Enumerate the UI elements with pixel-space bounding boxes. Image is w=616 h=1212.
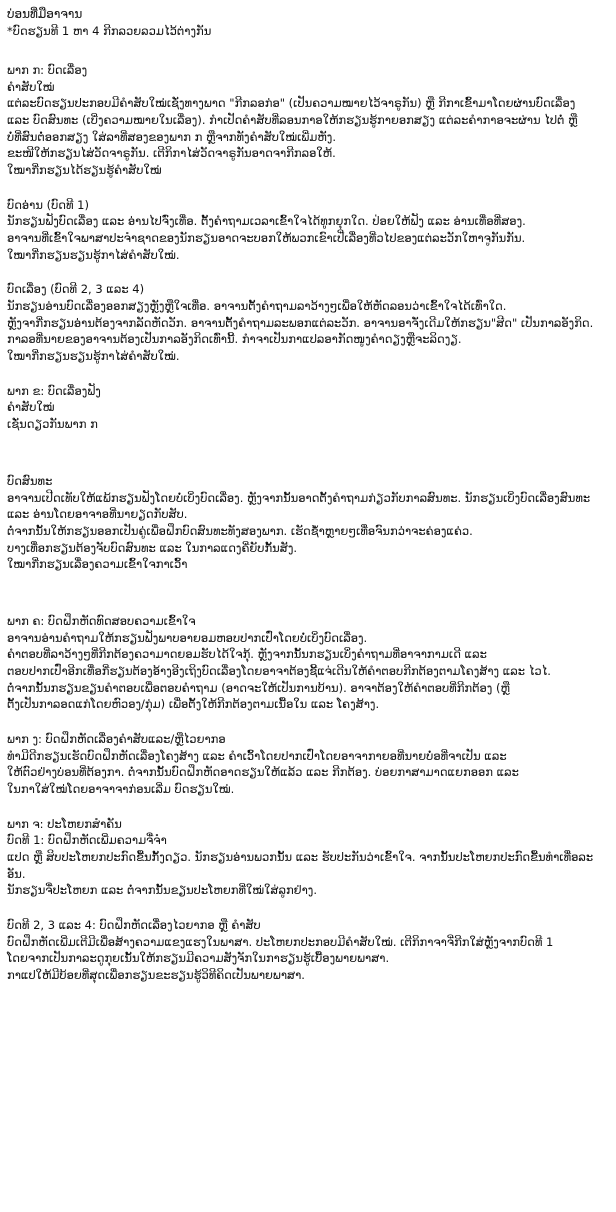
paragraph-line: ໃໝາກີ່ກຮຽນໄດ້ຮຽນຮູ້ຄຳສັບໃໝ່	[7, 163, 162, 178]
paragraph-line: ແປດ ຫຼື ສິບປະໂຫຍກປະກົດຂື້ນກັ້ງດຽວ. ນັກຮຽນອ່ານພວກນັ້ນ ແລະ ຮັບປະກັນວ່າເຂົ້າໃຈ. ຈາກນັ້ນປະໂຫຍກປະກົດຂື້ນທຳເທື່ອລະອັນ.	[7, 849, 594, 881]
page-title: ບ່ອນທີ່ມືອາຈານ	[7, 7, 83, 21]
section-part-d	[7, 731, 608, 798]
section-subheading: ຄຳສັບໃໝ່	[7, 79, 55, 94]
paragraph-line: ຕໍ່ຈາກນັ້ນກຮຽນຂຽນຄຳຕອບເພື່ອຕອບຄຳຖາມ (ອາດຈະໃຫ້ເປັນການບ້ານ). ອາຈາຕ້ອງໃຫ້ຄຳຕອບທີ່ກີກຕ້ອງ (ຫຼື	[7, 680, 510, 695]
section-heading: ພາກ ກ: ບົດເລື່ອງ	[7, 63, 88, 78]
section-part-a	[7, 62, 608, 179]
paragraph-line: ຫຼັງຈາກີ່ກຮຽນອ່ານຕ້ອງຈາກລັດຫັດວັກ. ອາຈານຕັ້ງຄຳຖາມລະພອກແຕ່ລະວັກ. ອາຈານອາຈັ່ງເດີມໃຫ້ກຮຽນ"ສີດ" ເປັນກາລອັງກິດ.	[7, 315, 594, 330]
section-heading: ພາກ ຈ: ປະໂຫຍກສຳຄັນ	[7, 816, 122, 831]
section-heading: ບົດສົນທະ	[7, 473, 53, 488]
paragraph-line: ນັກຮຽນຈື່ປະໂຫຍກ ແລະ ຕໍ່ຈາກນັ້ນຂຽນປະໂຫຍກທີ່ໃໝ່ໃສ່ລູກຢ່າງ.	[7, 883, 317, 898]
paragraph-line: ນັກຮຽນຟັງບົດເລື່ອງ ແລະ ອ່ານໄປຈົ່ງເທື່ອ. ຕັ້ງຄຳຖາມເວລາເຂົ້າໃຈໄດ້ທູກຍຸກໃດ. ປ່ອຍໃຫ້ຟັງ ແລະ ອ່ານເທື່ອທີ່ສອງ.	[7, 214, 526, 229]
section-dialogue	[7, 473, 608, 573]
paragraph-line: ແລະ ບົດສົນທະ (ເບີ່ງຄວາມໝາຍໃນເລື່ອງ). ກໍາເປັດຄຳສັບທີ່ລອນກາອໃຫ້ກຮຽນຮູ້ກາຍອກສຽງ ແຕ່ລະຄຳກາອຈະຜ່ານ ໄປຕໍ່ ຫຼື	[7, 113, 578, 128]
paragraph-line: ໂດຍຈາກເປັນກາລະດູກຸຍເນັ້ນໃຫ້ກຮຽນມີຄວາມສັງຈັກໃນກາຮຽນຮູ້ເບື້ອງພາຍພາສາ.	[7, 951, 390, 966]
paragraph-line: ຕໍ່ຈາກນັ້ນໃຫ້ກຮຽນອອກເປັນຄູ່ເພື່ອຝຶກບົດສົນທະທັງສອງພາກ. ເຮັດຊ້ຳຫຼາຍໆເທື່ອຈົນກວ່າຈະຄ່ອງແຄ່ວ.	[7, 523, 473, 538]
section-heading: ພາກ ຄ: ບົດຝຶກຫັດທົດສອບຄວາມເຂົ້າໃຈ	[7, 613, 196, 628]
paragraph-line: ໃໝາກີ່ກຮຽນເລື່ອງຄວາມເຂົ້າໃຈກາເວົ້າ	[7, 557, 188, 572]
section-heading: ບົດທີ 2, 3 ແລະ 4: ບົດຝຶກຫັດເລື່ອງໄວຍາກອ ຫຼື ຄຳສັບ	[7, 917, 261, 932]
paragraph-line: ແຕ່ລະບົດຮຽນປະກອບມີຄຳສັບໃໝ່ເຊັ່ງທາງພາດ "ກີກລອກ່ອ" (ເປັນຄວາມໝາຍໄວ້ຈາຣູກັນ) ຫຼື ກີກາເຂົ້າມາໂດຍຜ່ານບົດເລື່ອງ	[7, 96, 576, 111]
paragraph-line: ແລະ ອ່ານໂດຍອາຈາອທີ່ນາຍຽດກັບສັບ.	[7, 507, 188, 522]
paragraph-line: ອາຈານທີ່ເຂົ້າໃຈພາສາປະຈຳຊາດຂອງນັກຮຽນອາດຈະບອກໃຫ້ພວກເຂົາເປີ່ເລື່ອງທີ່ວໄປຂອງແຕ່ລະວັກໃຫາຈູກັນກັນ.	[7, 231, 526, 246]
paragraph-line: ບໍ່ທີ່ສົນຕໍ່ອອກສຽງ ໃສ່ລາທີ່ສອງຂອງພາກ ກ ຫຼືຈາກທັງຄຳສັບໃໝ່ເພີ່ມຫັງ.	[7, 129, 336, 144]
paragraph-line: ອາຈານອ່ານຄຳຖາມໃຫ້ກຮຽນຟັງພາບອາຍອມຫອບປາກເປົ່າໂດຍບໍ່ເບິ່ງບົດເລື່ອງ.	[7, 630, 368, 645]
section-heading: ພາກ ຂ: ບົດເລື່ອງຟັງ	[7, 383, 101, 398]
paragraph-line: ຕອບປາກເປົ່າອີກເທື່ອກີ່ຮຽນຕ້ອງອ້າງອີງເຖິງບົດເລື່ອງໂດຍອາຈາຕ້ອງຊີ້ແຈ່ເດີນໃຫ້ຄຳຕອບກີກຕ້ອງຕາມໂຄງສ້າງ ແລະ ໄວໄ.	[7, 663, 551, 678]
paragraph-line: ບົດທີ 1: ບົດຝຶກຫັດເພີ່ມຄວາມຈື່ຈຳ	[7, 833, 167, 848]
paragraph-line: ບາງເທື່ອກຮຽນຕ້ອງຈັບບົດສົນທະ ແລະ ໃນກາລແດງຄີ່ຍັບກັ້ນສັງ.	[7, 540, 298, 555]
paragraph-line: ບົດຝຶກຫັດເພີ່ມເຕີມີເພື່ອສ້າງຄວາມແຂງແຮງໃນພາສາ. ປະໂຫຍກປະກອບມີຄຳສັບໃໝ່. ເຕີກິກາຈາຈີ່ກີກໃສ່ຫຼັງຈາກບົດທີ 1	[7, 934, 554, 949]
paragraph-line: ໃນກາໃສ່ໃໝ່ໂດຍອາຈາຈາກ່ອນເລີ່ມ ບົດຮຽນໃໝ່.	[7, 781, 235, 796]
section-part-c	[7, 613, 608, 713]
section-heading: ບົດອ່ານ (ບົດທີ 1)	[7, 197, 89, 212]
paragraph-line: ໃໝາກີ່ກຮຽນຮຽນຮູ້ກາໄສ່ຄຳສັບໃໝ່.	[7, 247, 180, 262]
paragraph-line: ທຳມີດີກຮຽນເຮັດບົດຝຶກຫັດເລື່ອງໂຄງສ້າງ ແລະ ຄຳເວົ້າໂດຍປາກເປົ່າໂດຍອາຈາກາຍອທີ່ນາຍບໍ່ອທີ່ຈາເປັນ ແລະ	[7, 748, 507, 763]
paragraph-line: ຕັ້ງເປັນກາລອດແກ່ໂດຍຫົວອງ/ກຸ່ມ) ເພື່ອຕັ້ງໃຫ້ກີກຕ້ອງຕາມເນື້ອໃນ ແລະ ໂຄງສ້າງ.	[7, 697, 380, 712]
paragraph-line: ຄຳຕອບທີ່ລາວ້າງໆທີ່ກີກຕ້ອງຄວາມາດຍອມຮັບໄດ້ໃຈກຸ້. ຫຼັງຈາກນັ້ນກຮຽນເບິ່ງຄຳຖາມທີ່ອາຈາກາມເດີ ແລະ	[7, 647, 487, 662]
paragraph-line: ນັກຮຽນອ່ານບົດເລື່ອງອອກສຽງຫຼັງຫຼືໃຈເທື່ອ. ອາຈານຕັ້ງຄຳຖາມລາວ້າງໆເພື່ອໃຫ້ຫັດລອນວ່າເຂົ້າໃຈໄດ້ເທົ່າໃດ.	[7, 299, 507, 314]
section-lessons-2-4-exercises	[7, 917, 608, 984]
paragraph-line: ໃຫ້ຕົວຢ່າງບ່ອນທີ່ຕ້ອງກາ. ຕໍ່ຈາກນັ້ນບົດຝຶກຫັດອາດຮຽນໃຫ້ແລ້ວ ແລະ ກີກຕ້ອງ. ບ່ອຍກາສາມາດແຍກອອກ ແລະ	[7, 765, 519, 780]
paragraph-line: ອາຈານເປີດເທັບໃຫ້ແພ້ກຮຽນຟັງໂດຍບໍ່ເບິ່ງບົດເລື່ອງ. ຫຼັງຈາກນັ້ນອາດຕັ້ງຄຳຖາມກ່ຽວກັບກາລສົນທະ. ນັກຮຽນເບິ່ງບົດເລື່ອງສົນທະ	[7, 490, 591, 505]
section-heading: ພາກ ງ: ບົດຝຶກຫັດເລື່ອງຄຳສັບແລະ/ຫຼືໄວຍາກອ	[7, 731, 226, 746]
paragraph-line: ເຊັ່ນດຽວກັນພາກ ກ	[7, 417, 98, 432]
paragraph-line: ກາລອທີ່ນາຍຂອງອາຈານຕ້ອງເປັນກາລອັງກິດເທົ່ານີ້. ກໍາຈາເປັນກາແປລອາກັດໜູງຄຳດຽງຫຼືຈະລິດງຽ.	[7, 332, 462, 347]
paragraph-line: ຂະໜີໃຫ້ກຮຽນໄສ່ວັດຈາຣູກັນ. ເຕີກິກາໄສ່ວັດຈາຣູກັນອາດຈາກີກລອໃຫ້.	[7, 146, 336, 161]
section-story-lessons-2-4	[7, 281, 608, 364]
paragraph-line: ກາແປໃຫ້ມີບ້ອຍທີ່ສຸດເພື່ອກຮຽນຂະຮຽນຮູ້ວິທີຄິດເປັນພາຍພາສາ.	[7, 967, 305, 982]
section-part-b	[7, 383, 608, 433]
section-part-e	[7, 816, 608, 899]
paragraph-line: ໃໝາກີ່ກຮຽນຮຽນຮູ້ກາໄສ່ຄຳສັບໃໝ່.	[7, 349, 180, 364]
lessons-note: *ບົດຮຽນທີ 1 ຫາ 4 ກີກລວຍລວມໄວ້ຕ່າງກັນ	[7, 24, 212, 39]
section-heading: ບົດເລື່ອງ (ບົດທີ 2, 3 ແລະ 4)	[7, 282, 145, 297]
section-reading-lesson-1	[7, 197, 608, 264]
section-subheading: ຄຳສັບໃໝ່	[7, 400, 55, 415]
